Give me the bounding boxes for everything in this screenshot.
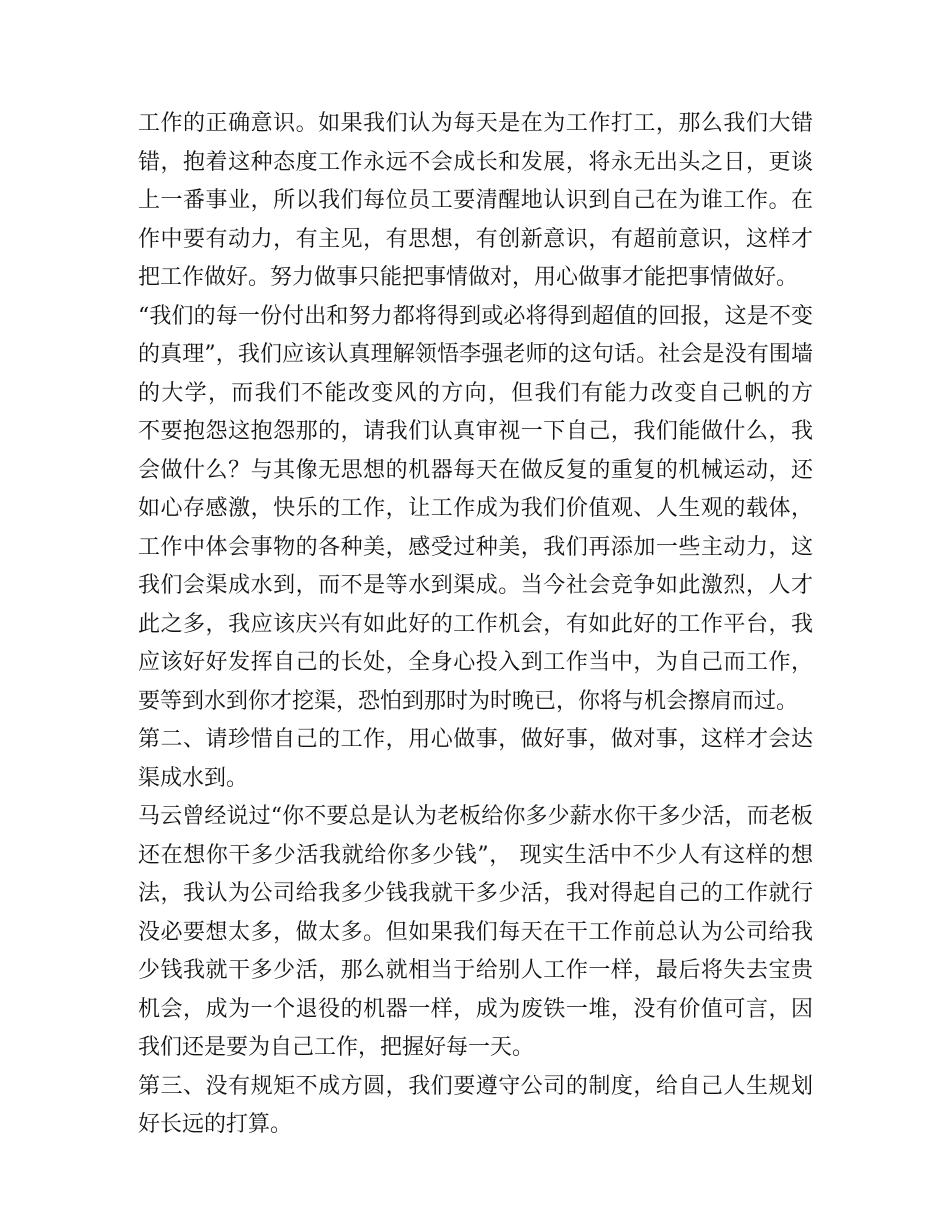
- text-line: 工作中体会事物的各种美，感受过种美，我们再添加一些主动力，这: [138, 534, 813, 560]
- section-heading-line: 好长远的打算。: [138, 1112, 293, 1137]
- text-line: 应该好好发挥自己的长处，全身心投入到工作当中，为自己而工作，: [138, 650, 813, 675]
- text-line: 法，我认为公司给我多少钱我就干多少活，我对得起自己的工作就行: [138, 881, 813, 906]
- text-line: 机会，成为一个退役的机器一样，成为废铁一堆，没有价值可言，因: [138, 996, 813, 1022]
- text-line: 如心存感激，快乐的工作，让工作成为我们价值观、人生观的载体，: [138, 496, 813, 521]
- text-line: 上一番事业，所以我们每位员工要清醒地认识到自己在为谁工作。在: [138, 188, 813, 213]
- section-heading-line: 渠成水到。: [138, 765, 249, 791]
- text-line: 我们还是要为自己工作，把握好每一天。: [138, 1035, 535, 1060]
- text-line: 还在想你干多少活我就给你多少钱”， 现实生活中不少人有这样的想: [138, 842, 813, 868]
- document-body: [138, 105, 813, 1145]
- text-line: 作中要有动力，有主见，有思想，有创新意识，有超前意识，这样才: [138, 226, 813, 252]
- text-line: 没必要想太多，做太多。但如果我们每天在干工作前总认为公司给我: [138, 919, 813, 945]
- text-line: 此之多，我应该庆兴有如此好的工作机会，有如此好的工作平台，我: [138, 611, 813, 637]
- text-line: 不要抱怨这抱怨那的，请我们认真审视一下自己，我们能做什么，我: [138, 419, 813, 444]
- text-line: 会做什么？与其像无思想的机器每天在做反复的重复的机械运动，还: [138, 457, 813, 483]
- text-line: “我们的每一份付出和努力都将得到或必将得到超值的回报，这是不变: [138, 303, 813, 329]
- text-line: 把工作做好。努力做事只能把事情做对，用心做事才能把事情做好。: [138, 265, 799, 290]
- text-line: 少钱我就干多少活，那么就相当于给别人工作一样，最后将失去宝贵: [138, 958, 813, 983]
- section-heading-line: 第二、请珍惜自己的工作，用心做事，做好事，做对事，这样才会达: [138, 727, 813, 752]
- text-line: 工作的正确意识。如果我们认为每天是在为工作打工，那么我们大错: [138, 111, 813, 136]
- section-heading-line: 第三、没有规矩不成方圆，我们要遵守公司的制度，给自己人生规划: [138, 1073, 813, 1099]
- text-line: 错，抱着这种态度工作永远不会成长和发展，将永无出头之日，更谈: [138, 149, 813, 175]
- text-line: 马云曾经说过“你不要总是认为老板给你多少薪水你干多少活，而老板: [138, 804, 813, 829]
- text-line: 我们会渠成水到，而不是等水到渠成。当今社会竞争如此激烈，人才: [138, 573, 813, 598]
- text-line: 要等到水到你才挖渠，恐怕到那时为时晚已，你将与机会擦肩而过。: [138, 688, 799, 714]
- text-line: 的真理”，我们应该认真理解领悟李强老师的这句话。社会是没有围墙: [138, 342, 813, 367]
- text-line: 的大学，而我们不能改变风的方向，但我们有能力改变自己帆的方: [138, 380, 813, 406]
